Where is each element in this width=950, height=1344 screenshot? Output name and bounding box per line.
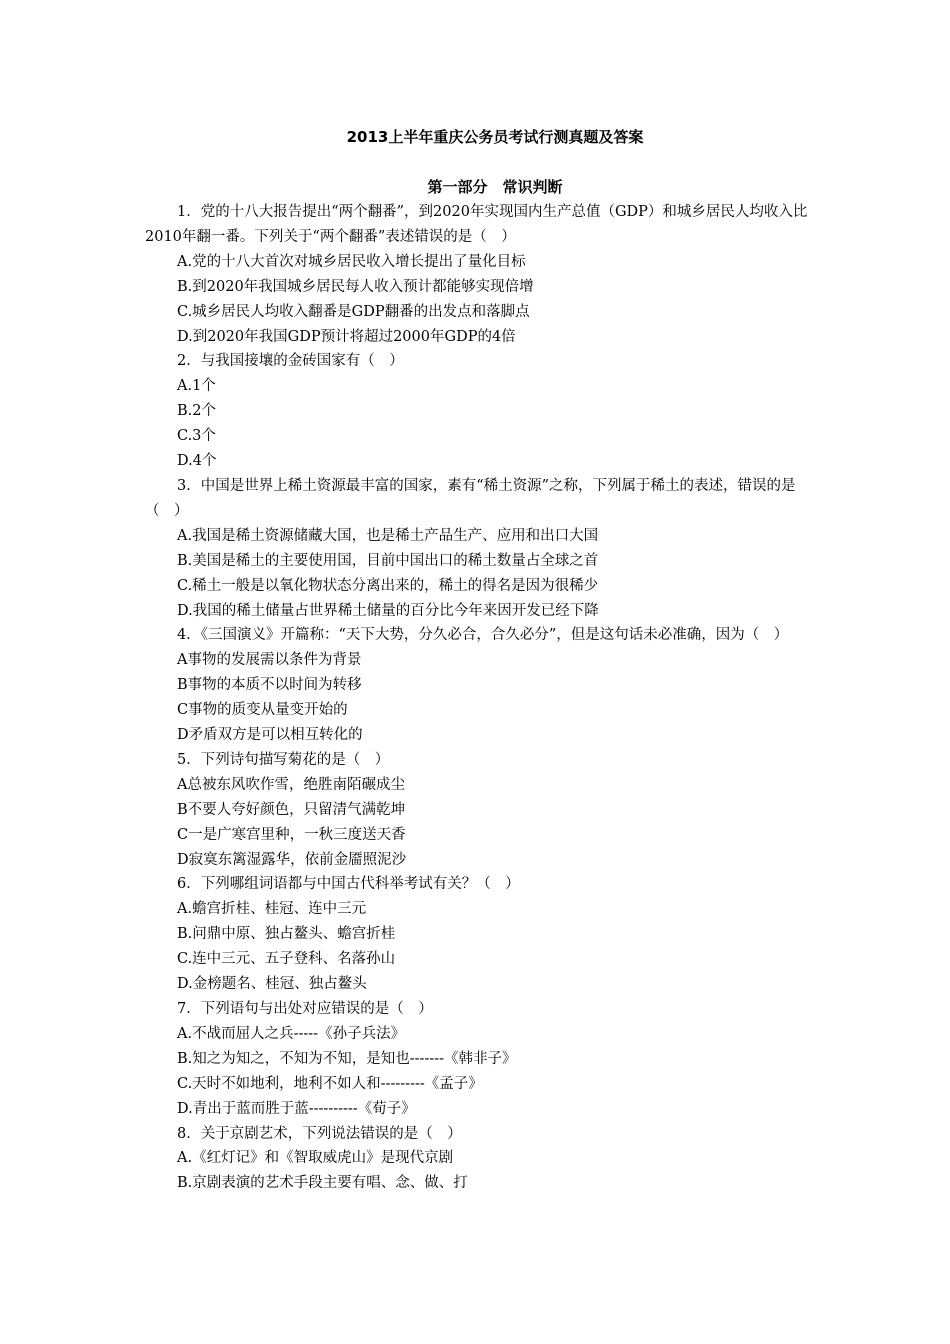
answer-option: C事物的质变从量变开始的 xyxy=(177,702,348,719)
answer-option: D.金榜题名、桂冠、独占鳌头 xyxy=(177,976,367,993)
answer-option: C.稀土一般是以氧化物状态分离出来的，稀土的得名是因为很稀少 xyxy=(177,577,599,594)
answer-option: C.城乡居民人均收入翻番是GDP翻番的出发点和落脚点 xyxy=(177,303,530,320)
answer-option: B不要人夸好颜色，只留清气满乾坤 xyxy=(177,801,406,818)
section-heading: 第一部分 常识判断 xyxy=(427,178,563,196)
answer-option: B.京剧表演的艺术手段主要有唱、念、做、打 xyxy=(177,1175,468,1192)
question-text: 8．关于京剧艺术，下列说法错误的是（ ） xyxy=(177,1125,462,1142)
answer-option: A.我国是稀土资源储藏大国，也是稀土产品生产、应用和出口大国 xyxy=(177,527,599,544)
answer-option: D寂寞东篱湿露华，依前金靥照泥沙 xyxy=(177,851,407,868)
answer-option: C一是广寒宫里种，一秋三度送天香 xyxy=(177,826,406,843)
answer-option: D矛盾双方是可以相互转化的 xyxy=(177,727,363,744)
question-text: 2．与我国接壤的金砖国家有（ ） xyxy=(177,353,404,370)
answer-option: D.4个 xyxy=(177,453,217,470)
answer-option: B.2个 xyxy=(177,403,216,420)
question-text: 4．《三国演义》开篇称：“天下大势，分久必合，合久必分”，但是这句话未必准确，因为（ ） xyxy=(177,627,789,644)
answer-option: A.1个 xyxy=(177,378,216,395)
answer-option: A.不战而屈人之兵-----《孙子兵法》 xyxy=(177,1025,406,1042)
answer-option: A事物的发展需以条件为背景 xyxy=(177,652,362,669)
answer-option: C.3个 xyxy=(177,428,216,445)
answer-option: B事物的本质不以时间为转移 xyxy=(177,677,362,694)
question-text: 1．党的十八大报告提出“两个翻番”，到2020年实现国内生产总值（GDP）和城乡居民人均收入比2010年翻一番。下列关于“两个翻番”表述错误的是（ ） xyxy=(145,204,808,245)
question-list xyxy=(145,200,825,1196)
answer-option: B.到2020年我国城乡居民每人收入预计都能够实现倍增 xyxy=(177,278,534,295)
question-text: 3．中国是世界上稀土资源最丰富的国家，素有“稀土资源”之称，下列属于稀土的表述，错误的是（ ） xyxy=(145,477,796,519)
answer-option: A.《红灯记》和《智取威虎山》是现代京剧 xyxy=(177,1150,454,1167)
answer-option: D.我国的稀土储量占世界稀土储量的百分比今年来因开发已经下降 xyxy=(177,602,599,619)
answer-option: C.天时不如地利，地利不如人和---------《孟子》 xyxy=(177,1075,483,1092)
answer-option: A.党的十八大首次对城乡居民收入增长提出了量化目标 xyxy=(177,253,526,270)
answer-option: B.美国是稀土的主要使用国，目前中国出口的稀土数量占全球之首 xyxy=(177,552,599,569)
answer-option: B.知之为知之，不知为不知，是知也-------《韩非子》 xyxy=(177,1050,517,1067)
answer-option: D.到2020年我国GDP预计将超过2000年GDP的4倍 xyxy=(177,328,516,345)
answer-option: B.问鼎中原、独占鳌头、蟾宫折桂 xyxy=(177,926,396,943)
question-text: 6．下列哪组词语都与中国古代科举考试有关？（ ） xyxy=(177,876,520,893)
answer-option: A总被东风吹作雪，绝胜南陌碾成尘 xyxy=(177,776,405,793)
answer-option: A.蟾宫折桂、桂冠、连中三元 xyxy=(177,901,367,918)
answer-option: D.青出于蓝而胜于蓝----------《荀子》 xyxy=(177,1100,416,1117)
answer-option: C.连中三元、五子登科、名落孙山 xyxy=(177,951,396,968)
question-text: 7．下列语句与出处对应错误的是（ ） xyxy=(177,1001,433,1017)
document-title: 2013上半年重庆公务员考试行测真题及答案 xyxy=(346,128,644,146)
question-text: 5．下列诗句描写菊花的是（ ） xyxy=(177,751,390,768)
